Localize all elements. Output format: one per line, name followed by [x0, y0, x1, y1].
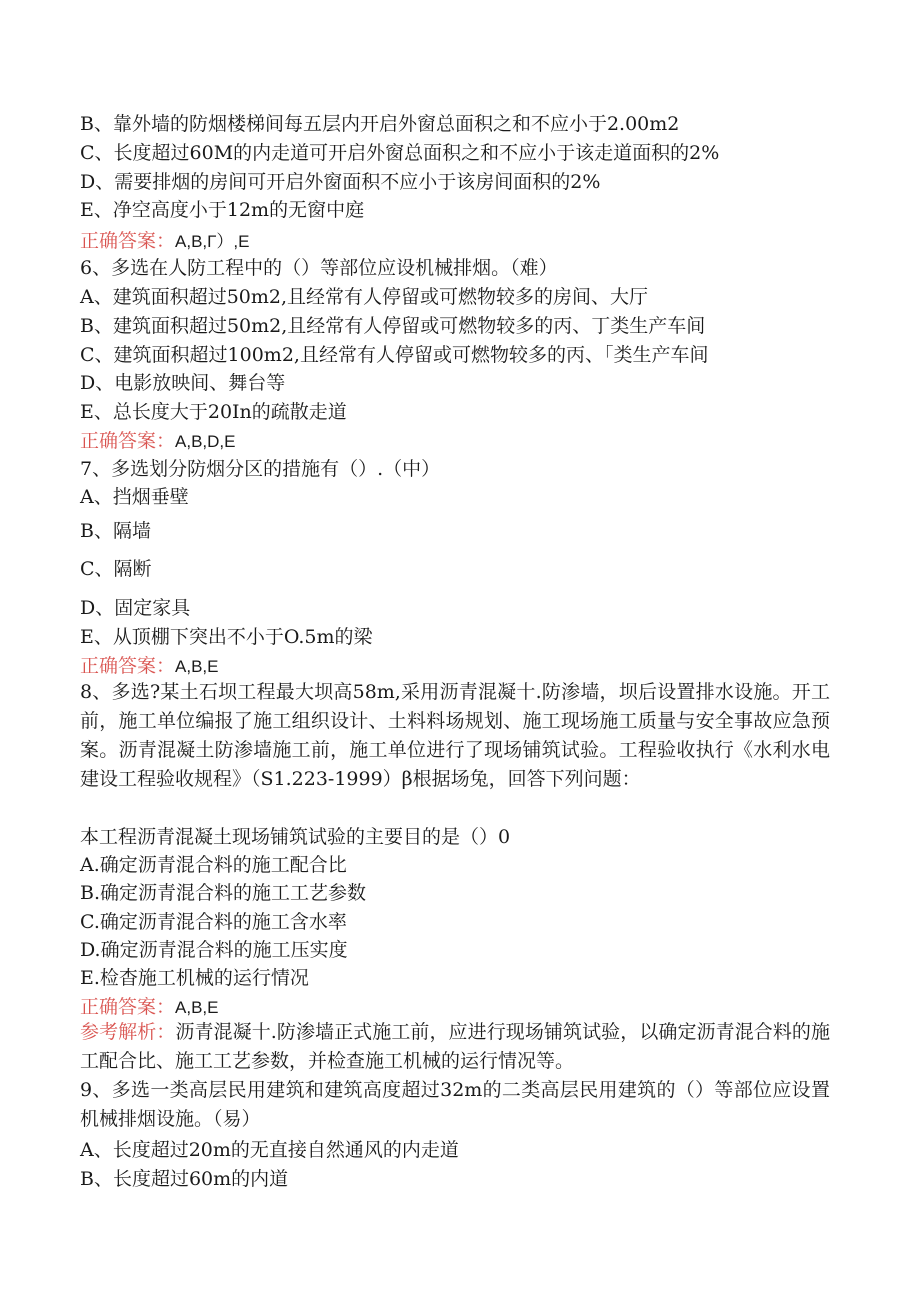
option-line: D、需要排烟的房间可开启外窗面积不应小于该房间面积的2% — [80, 171, 601, 193]
question-stem: 6、多选在人防工程中的（）等部位应设机械排烟。（难） — [80, 257, 558, 279]
option-line: A.确定沥青混合料的施工配合比 — [80, 854, 347, 876]
option-line: D.确定沥青混合料的施工压实度 — [80, 939, 348, 961]
answer-label: 正确答案： — [80, 430, 176, 452]
option-line: C.确定沥青混合料的施工含水率 — [80, 911, 347, 933]
option-line: A、挡烟垂壁 — [80, 486, 189, 508]
option-line: B.确定沥青混合料的施工工艺参数 — [80, 882, 367, 904]
option-line: E.检杳施工机械的运行情况 — [80, 967, 309, 989]
answer-line — [80, 429, 235, 454]
analysis-text: 沥青混凝十.防渗墙正式施工前，应进行现场铺筑试验，以确定沥青混合料的施工配合比、施工工艺参数，并检查施工机械的运行情况等。 — [80, 1021, 830, 1072]
question-stem: 8、多选?某土石坝工程最大坝高58m,采用沥青混凝十.防渗墙，坝后设置排水设施。开工前，施工单位编报了施工组织设计、土料料场规划、施工现场施工质量与安全事故应急预案。沥青混凝土防渗墙施工前，施工单位进行了现场铺筑试验。工程验收执行《水利水电建设工程验收规程》（S1.223-1999）β根据场兔，回答下列问题： — [80, 681, 830, 790]
answer-label: 正确答案： — [80, 655, 176, 677]
option-line: D、电影放映间、舞台等 — [80, 372, 286, 394]
answer-value: A,B,E — [175, 998, 219, 1017]
option-line: D、固定家具 — [80, 597, 191, 619]
analysis-paragraph — [80, 1018, 830, 1076]
answer-value: A,B,D,E — [175, 432, 236, 451]
answer-line — [80, 654, 218, 679]
option-line: E、总长度大于20In的疏散走道 — [80, 401, 347, 423]
answer-line — [80, 229, 249, 254]
option-line: C、建筑面积超过100m2,且经常有人停留或可燃物较多的丙、「类生产车间 — [80, 344, 709, 366]
option-line: B、隔墙 — [80, 520, 151, 542]
option-line: C、隔断 — [80, 558, 152, 580]
question-stem: 7、多选划分防烟分区的措施有（）.（中） — [80, 458, 441, 480]
question-sub: 本工程沥青混凝土现场铺筑试验的主要目的是（）0 — [80, 826, 511, 848]
option-line: B、长度超过60m的内道 — [80, 1168, 289, 1190]
option-line: A、建筑面积超过50m2,且经常有人停留或可燃物较多的房间、大厅 — [80, 286, 649, 308]
question-stem: 9、多选一类高层民用建筑和建筑高度超过32m的二类高层民用建筑的（）等部位应设置机械排烟设施。（易） — [80, 1079, 830, 1130]
answer-line — [80, 995, 218, 1020]
answer-label: 正确答案： — [80, 996, 176, 1018]
option-line: A、长度超过20m的无直接自然通风的内走道 — [80, 1139, 459, 1161]
option-line: B、建筑面积超过50m2,且经常有人停留或可燃物较多的丙、丁类生产车间 — [80, 315, 706, 337]
answer-label: 正确答案： — [80, 230, 176, 252]
answer-value: A,B,E — [175, 657, 219, 676]
answer-value: A,B,Г）,E — [175, 232, 250, 251]
option-line: E、从顶棚下突出不小于O.5m的梁 — [80, 626, 373, 648]
option-line: E、净空高度小于12m的无窗中庭 — [80, 199, 365, 221]
option-line: B、靠外墙的防烟楼梯间每五层内开启外窗总面积之和不应小于2.00m2 — [80, 113, 680, 135]
option-line: C、长度超过60M的内走道可开启外窗总面积之和不应小于该走道面积的2% — [80, 142, 720, 164]
analysis-label: 参考解析： — [80, 1021, 176, 1043]
